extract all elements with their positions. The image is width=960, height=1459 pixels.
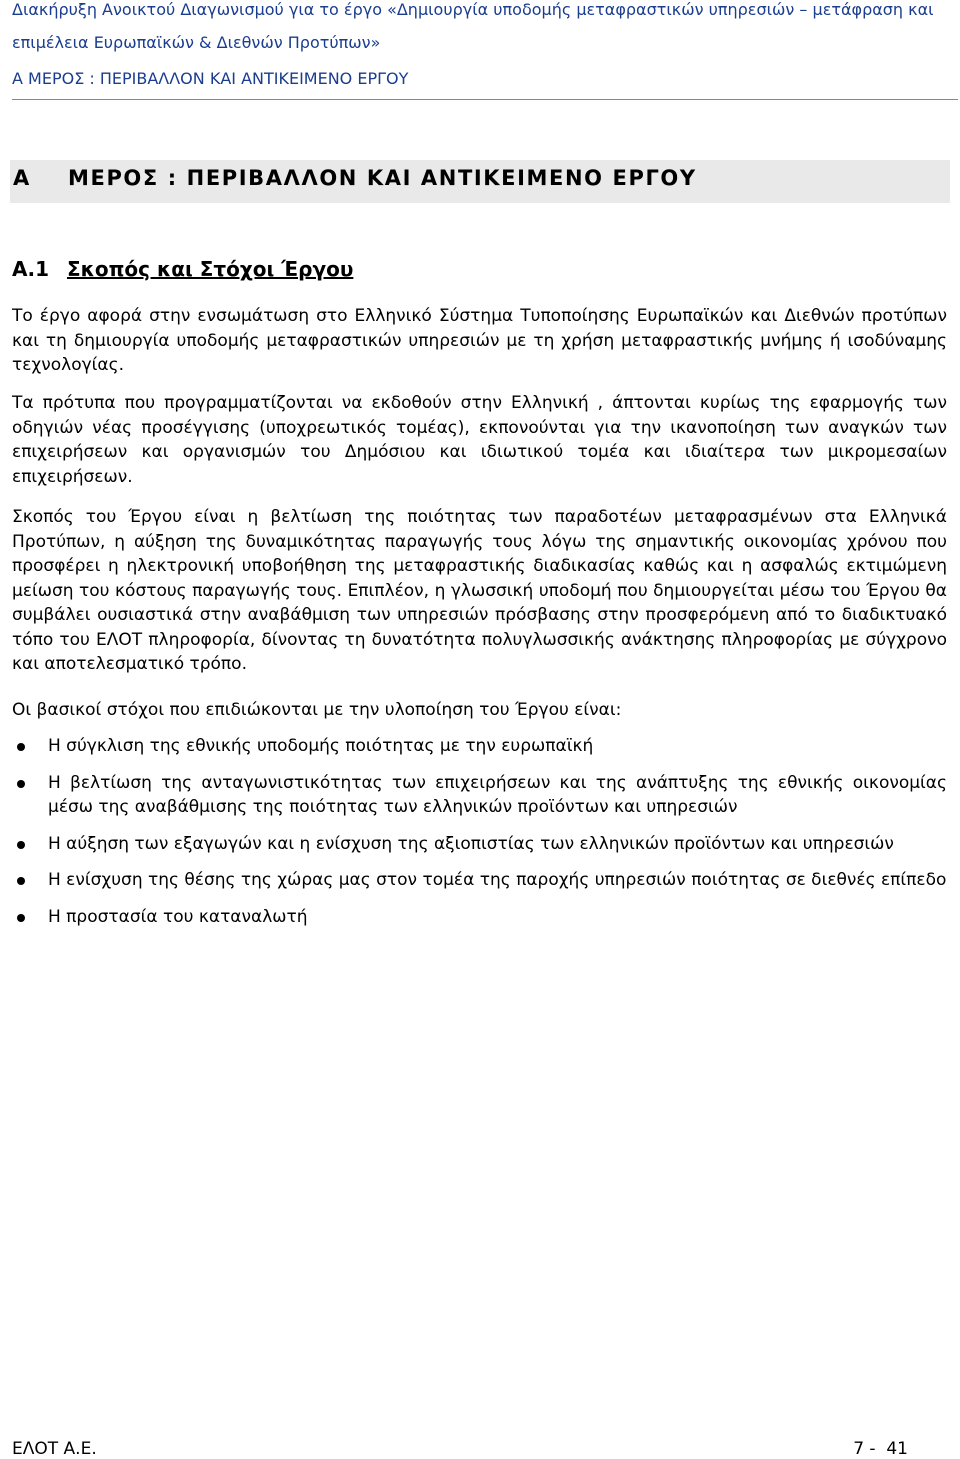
- paragraph-project-scope: Το έργο αφορά στην ενσωμάτωση στο Ελληνικό Σύστημα Τυποποίησης Ευρωπαϊκών και Διεθνών προτύπων και τη δημιουργία υποδομής μεταφραστικών υπηρεσιών με τη χρήση μεταφραστικής μνήμης ή ισοδύναμης τεχνολογίας.: [12, 306, 947, 375]
- part-title: ΜΕΡΟΣ : ΠΕΡΙΒΑΛΛΟΝ ΚΑΙ ΑΝΤΙΚΕΙΜΕΝΟ ΕΡΓΟΥ: [68, 166, 697, 190]
- running-header: [12, 0, 958, 100]
- paragraph-goals-intro: Οι βασικοί στόχοι που επιδιώκονται με την υλοποίηση του Έργου είναι:: [12, 700, 622, 720]
- part-letter: Α: [13, 166, 30, 190]
- list-item-text: Η σύγκλιση της εθνικής υποδομής ποιότητας με την ευρωπαϊκή: [48, 736, 594, 756]
- list-item: [12, 832, 947, 857]
- bullet-icon: [17, 743, 25, 751]
- list-item-text: Η βελτίωση της ανταγωνιστικότητας των επιχειρήσεων και της ανάπτυξης της εθνικής οικονομίας μέσω της αναβάθμισης της ποιότητας των ελληνικών προϊόντων και υπηρεσιών: [48, 772, 947, 817]
- header-tender-title-line-1: Διακήρυξη Ανοικτού Διαγωνισμού για το έργο «Δημιουργία υποδομής μεταφραστικών υπηρεσιών – μετάφραση και: [12, 0, 934, 19]
- header-part-title: Α ΜΕΡΟΣ : ΠΕΡΙΒΑΛΛΟΝ ΚΑΙ ΑΝΤΙΚΕΙΜΕΝΟ ΕΡΓΟΥ: [12, 69, 409, 88]
- list-item: [12, 771, 947, 820]
- section-number: Α.1: [12, 257, 49, 281]
- paragraph-standards: Τα πρότυπα που προγραμματίζονται να εκδοθούν στην Ελληνική , άπτονται κυρίως της εφαρμογής των οδηγιών νέας προσέγγισης (υποχρεωτικός τομέας), εκπονούνται για την ικανοποίηση των αναγκών των επιχειρήσεων και οργανισμών του Δημόσιου και ιδιωτικού τομέα και ιδιαίτερα των μικρομεσαίων επιχειρήσεων.: [12, 393, 947, 487]
- goals-list: [12, 734, 947, 941]
- list-item: [12, 868, 947, 893]
- list-item-text: Η αύξηση των εξαγωγών και η ενίσχυση της αξιοπιστίας των ελληνικών προϊόντων και υπηρεσιών: [48, 833, 894, 854]
- list-item-text: Η προστασία του καταναλωτή: [48, 906, 308, 927]
- footer-page-number: 7 - 41: [853, 1439, 908, 1459]
- list-item-text: Η ενίσχυση της θέσης της χώρας μας στον τομέα της παροχής υπηρεσιών ποιότητας σε διεθνές επίπεδο: [48, 870, 947, 890]
- bullet-icon: [17, 877, 25, 885]
- header-tender-title-line-2: επιμέλεια Ευρωπαϊκών & Διεθνών Προτύπων»: [12, 33, 381, 52]
- list-item: [12, 734, 947, 759]
- part-heading-banner: [10, 160, 950, 203]
- bullet-icon: [17, 780, 25, 788]
- paragraph-project-purpose: Σκοπός του Έργου είναι η βελτίωση της ποιότητας των παραδοτέων μεταφρασμένων στα Ελληνικά Προτύπων, η αύξηση της δυναμικότητας παραγωγής τους λόγω της σημαντικής οικονομίας χρόνου που προσφέρει η ηλεκτρονική υποβοήθηση της μεταφραστικής διαδικασίας καθώς και η ασφαλώς εκτιμώμενη μείωση του κόστους παραγωγής τους. Επιπλέον, η γλωσσική υποδομή που δημιουργείται μέσω του Έργου θα συμβάλει ουσιαστικά στην αναβάθμιση των υπηρεσιών πρόσβασης στην προσφερόμενη από το διαδικτυακό τόπο του ΕΛΟΤ πληροφορία, δίνοντας τη δυνατότητα πολυγλωσσικής ανάκτησης πληροφορίας με σύγχρονο και αποτελεσματικό τρόπο.: [12, 507, 947, 674]
- section-title: Σκοπός και Στόχοι Έργου: [67, 257, 354, 281]
- footer-organization: ΕΛΟΤ Α.Ε.: [12, 1439, 97, 1459]
- bullet-icon: [17, 914, 25, 922]
- bullet-icon: [17, 841, 25, 849]
- list-item: [12, 905, 947, 930]
